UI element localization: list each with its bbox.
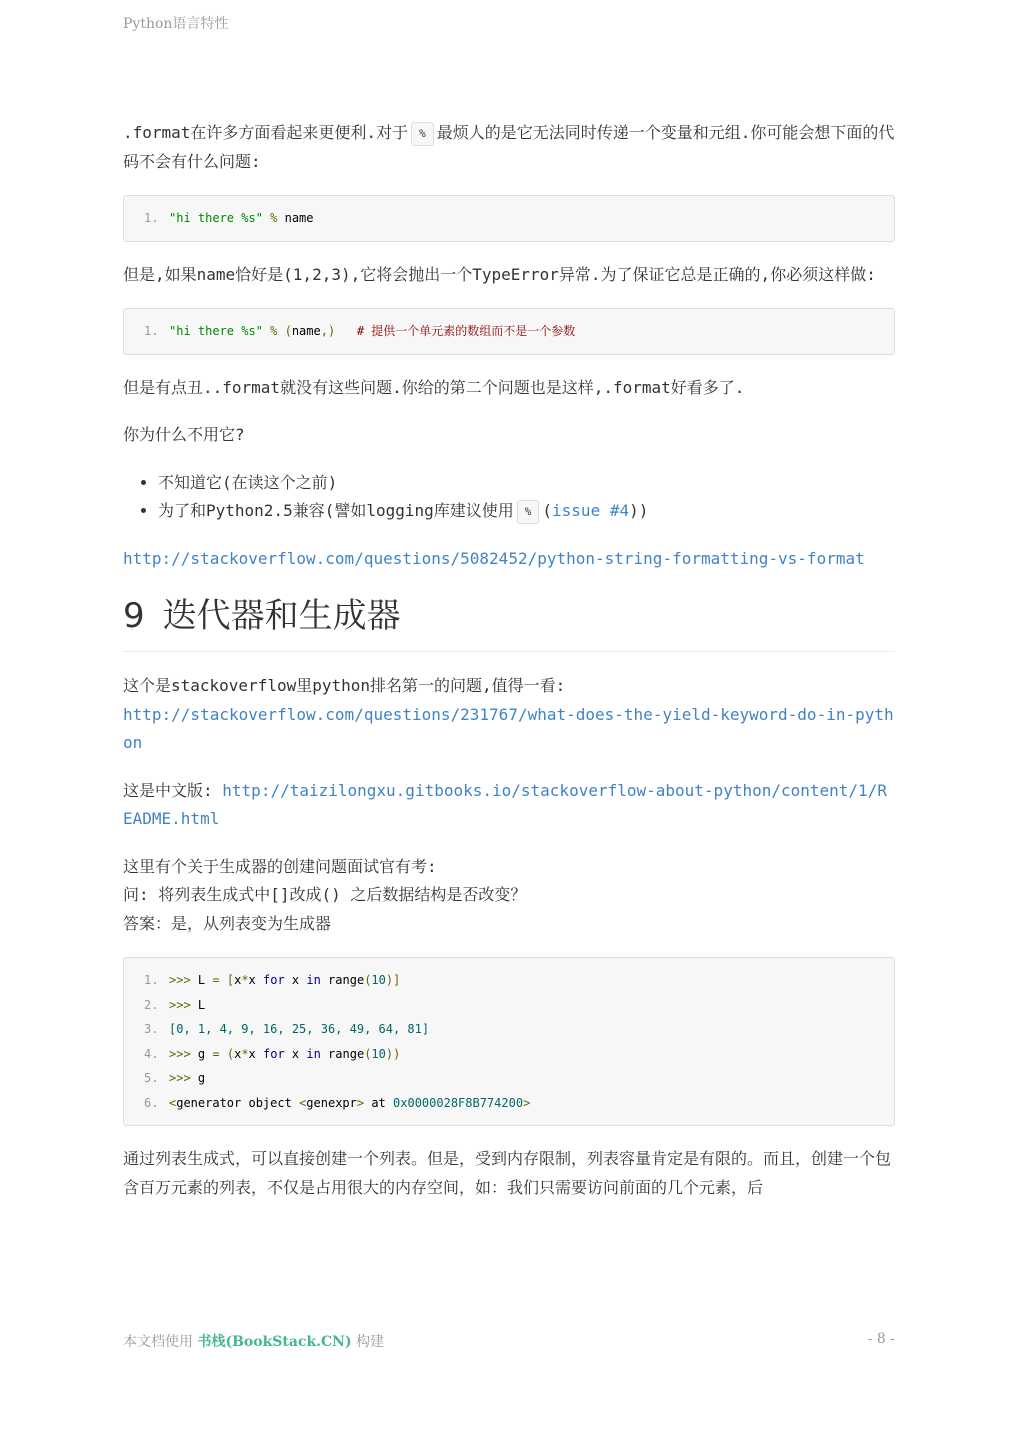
- code-line: [144, 968, 874, 993]
- code-identifier: x: [248, 973, 263, 987]
- line-number: 4.: [144, 1046, 159, 1061]
- paragraph-so-link: [123, 545, 895, 574]
- line-number: 5.: [144, 1071, 159, 1085]
- text: 最烦人的是它无法同时传递一个变量和元组.你可能会想下面的代码不会有什么问题:: [123, 123, 895, 171]
- code-line: [144, 1017, 874, 1042]
- code-identifier: x: [234, 973, 242, 987]
- code-line: [144, 993, 874, 1018]
- inline-code-percent: %: [517, 500, 540, 524]
- code-operator: %: [262, 211, 285, 225]
- text: 为了和Python2.5兼容(譬如logging库建议使用: [158, 501, 514, 520]
- text: 这里有个关于生成器的创建问题面试官有考:: [123, 856, 437, 876]
- page-footer: [123, 1331, 384, 1351]
- code-identifier: x: [248, 1046, 263, 1061]
- code-comment: # 提供一个单元素的数组而不是一个参数: [335, 324, 576, 338]
- code-operator: >: [523, 1095, 531, 1110]
- footer-text: 构建: [351, 1334, 385, 1350]
- code-identifier: generator object: [176, 1095, 300, 1110]
- line-number: 3.: [144, 1022, 159, 1036]
- code-identifier: name: [291, 324, 321, 338]
- code-operator: *: [241, 973, 249, 987]
- text: .format在许多方面看起来更便利.对于: [123, 123, 409, 142]
- code-operator: (: [364, 973, 372, 987]
- code-identifier: genexpr: [306, 1095, 357, 1110]
- code-line: [144, 206, 874, 231]
- code-block-2: [123, 308, 895, 355]
- code-prompt: >>>: [169, 1046, 191, 1061]
- line-number: 1.: [144, 324, 159, 338]
- code-operator: % (: [262, 324, 292, 338]
- code-line: [144, 1091, 874, 1116]
- line-number: 1.: [144, 973, 159, 987]
- text: 问: 将列表生成式中[]改成() 之后数据结构是否改变？: [123, 885, 527, 904]
- issue-link[interactable]: issue #4: [552, 501, 630, 520]
- code-operator: [: [226, 973, 235, 987]
- paragraph-typeerror: 但是,如果name恰好是(1,2,3),它将会抛出一个TypeError异常.为了保证它总是正确的,你必须这样做:: [123, 264, 876, 284]
- code-keyword: in: [306, 1046, 321, 1061]
- section-heading: [123, 592, 895, 652]
- code-identifier: L: [190, 997, 206, 1012]
- paragraph-interview-question: [123, 853, 895, 939]
- code-identifier: L: [190, 973, 213, 987]
- code-identifier: range: [320, 973, 365, 987]
- code-identifier: range: [320, 1046, 365, 1061]
- code-prompt: >>>: [169, 973, 191, 987]
- code-keyword: for: [263, 973, 285, 987]
- code-operator: <: [299, 1095, 307, 1110]
- code-block-3: [123, 957, 895, 1126]
- paragraph-yield-question: [123, 672, 895, 758]
- stackoverflow-format-link[interactable]: http://stackoverflow.com/questions/5082452/python-string-formatting-vs-format: [123, 548, 865, 568]
- code-prompt: >>>: [169, 997, 191, 1012]
- code-identifier: x: [284, 1046, 307, 1061]
- code-number: 0x0000028F8B774200: [393, 1095, 524, 1110]
- footer-text: 本文档使用: [123, 1334, 198, 1350]
- paragraph-format-intro: [123, 119, 895, 176]
- code-line: [144, 319, 874, 344]
- code-output: [0, 1, 4, 9, 16, 25, 36, 49, 64, 81]: [169, 1022, 430, 1036]
- text: (: [542, 501, 553, 520]
- code-keyword: in: [306, 973, 321, 987]
- code-operator: =: [212, 1046, 220, 1061]
- code-identifier: x: [234, 1046, 242, 1061]
- code-operator: =: [212, 973, 220, 987]
- code-line: [144, 1042, 874, 1067]
- text: 答案：是，从列表变为生成器: [123, 913, 332, 933]
- stackoverflow-yield-link[interactable]: http://stackoverflow.com/questions/231767/what-does-the-yield-keyword-do-in-python: [123, 704, 894, 752]
- section-number: 9: [123, 596, 145, 636]
- list-item: [158, 497, 895, 526]
- code-block-1: [123, 195, 895, 242]
- paragraph-list-comprehension: 通过列表生成式，可以直接创建一个列表。但是，受到内存限制，列表容量肯定是有限的。而且，创建一个包含百万元素的列表，不仅是占用很大的内存空间，如：我们只需要访问前面的几个元素，后: [123, 1149, 892, 1197]
- paragraph-chinese-version: [123, 777, 895, 834]
- code-string: "hi there %s": [169, 324, 263, 338]
- code-operator: (: [226, 1046, 235, 1061]
- code-operator: *: [241, 1046, 249, 1061]
- code-identifier: g: [190, 1071, 206, 1085]
- line-number: 1.: [144, 211, 159, 225]
- code-operator: )): [385, 1046, 401, 1061]
- text: 这是中文版:: [123, 780, 223, 800]
- line-number: 6.: [144, 1095, 159, 1110]
- line-number: 2.: [144, 997, 159, 1012]
- code-operator: (: [364, 1046, 372, 1061]
- reasons-list: [123, 469, 895, 526]
- text: 这个是stackoverflow里python排名第一的问题,值得一看:: [123, 676, 566, 695]
- code-space: [220, 1047, 227, 1061]
- document-body: [123, 119, 895, 1221]
- code-line: [144, 1066, 874, 1091]
- list-item: • 不知道它(在读这个之前): [158, 469, 895, 498]
- code-operator: >: [356, 1095, 365, 1110]
- code-number: 10: [371, 973, 386, 987]
- code-space: [220, 973, 227, 987]
- code-identifier: x: [284, 973, 307, 987]
- code-string: "hi there %s": [169, 211, 263, 225]
- text: )): [629, 501, 649, 520]
- code-operator: <: [169, 1095, 177, 1110]
- paragraph-why-not: 你为什么不用它?: [123, 425, 245, 444]
- section-title: 迭代器和生成器: [162, 596, 401, 636]
- code-identifier: g: [190, 1046, 213, 1061]
- code-keyword: for: [263, 1046, 285, 1061]
- inline-code-percent: %: [411, 122, 434, 146]
- code-identifier: at: [364, 1095, 394, 1110]
- code-operator: )]: [385, 973, 401, 987]
- code-identifier: name: [284, 211, 314, 225]
- code-number: 10: [371, 1046, 386, 1061]
- gitbooks-link[interactable]: http://taizilongxu.gitbooks.io/stackoverflow-about-python/content/1/README.html: [123, 780, 887, 828]
- page-header: Python语言特性: [123, 16, 229, 32]
- page-number: - 8 -: [867, 1331, 895, 1347]
- paragraph-format-better: 但是有点丑..format就没有这些问题.你给的第二个问题也是这样,.format好看多了.: [123, 377, 745, 397]
- code-operator: ,): [320, 324, 336, 338]
- brand-link[interactable]: 书栈(BookStack.CN): [197, 1334, 352, 1350]
- code-prompt: >>>: [169, 1071, 191, 1085]
